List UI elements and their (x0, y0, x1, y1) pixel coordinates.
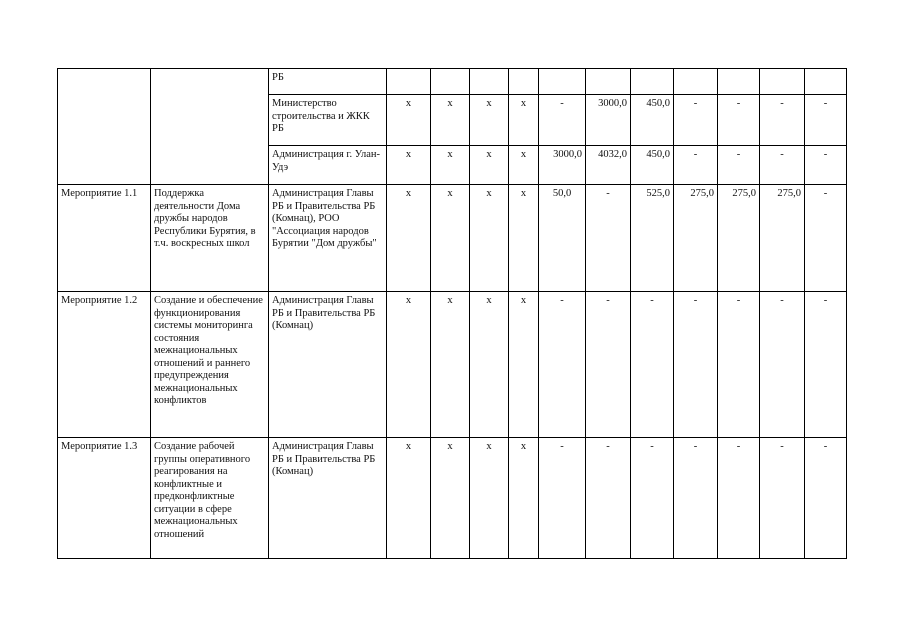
value-cell (718, 69, 760, 95)
value-cell: x (387, 95, 431, 146)
row-title: Поддержка деятельности Дома дружбы народов Республики Бурятия, в т.ч. воскресных школ (151, 185, 269, 292)
value-cell: x (387, 438, 431, 559)
value-cell (586, 69, 631, 95)
value-cell: - (674, 95, 718, 146)
value-cell: x (470, 185, 509, 292)
value-cell (539, 69, 586, 95)
executor-cell: Администрация Главы РБ и Правительства РБ (Комнац) (269, 292, 387, 438)
row-label: Мероприятие 1.3 (58, 438, 151, 559)
value-cell: - (674, 438, 718, 559)
value-cell: 450,0 (631, 146, 674, 185)
value-cell (509, 69, 539, 95)
value-cell: x (509, 95, 539, 146)
value-cell: 450,0 (631, 95, 674, 146)
value-cell: - (805, 95, 847, 146)
value-cell: - (760, 292, 805, 438)
value-cell: - (805, 146, 847, 185)
value-cell: - (631, 292, 674, 438)
value-cell: 3000,0 (539, 146, 586, 185)
value-cell: x (431, 185, 470, 292)
value-cell: - (586, 292, 631, 438)
executor-cell: Администрация Главы РБ и Правительства РБ (Комнац), РОО "Ассоциация народов Бурятии "Дом дружбы" (269, 185, 387, 292)
executor-cell: Администрация г. Улан-Удэ (269, 146, 387, 185)
value-cell: x (431, 95, 470, 146)
value-cell (674, 69, 718, 95)
table-row (58, 438, 847, 559)
value-cell: - (760, 95, 805, 146)
value-cell: - (805, 185, 847, 292)
table-row (58, 69, 847, 95)
value-cell (431, 69, 470, 95)
value-cell: - (760, 146, 805, 185)
value-cell: 3000,0 (586, 95, 631, 146)
value-cell: - (586, 185, 631, 292)
executor-cell: Администрация Главы РБ и Правительства РБ (Комнац) (269, 438, 387, 559)
executor-cell: РБ (269, 69, 387, 95)
value-cell: - (718, 146, 760, 185)
value-cell: x (387, 146, 431, 185)
value-cell: - (586, 438, 631, 559)
row-label: Мероприятие 1.2 (58, 292, 151, 438)
value-cell: x (470, 292, 509, 438)
value-cell: 50,0 (539, 185, 586, 292)
value-cell (387, 69, 431, 95)
row-label: Мероприятие 1.1 (58, 185, 151, 292)
value-cell: x (509, 146, 539, 185)
value-cell: 525,0 (631, 185, 674, 292)
value-cell: 275,0 (718, 185, 760, 292)
value-cell: x (470, 95, 509, 146)
table-row (58, 292, 847, 438)
value-cell: x (387, 292, 431, 438)
value-cell: - (718, 95, 760, 146)
row-title (151, 69, 269, 185)
value-cell: - (539, 95, 586, 146)
value-cell (470, 69, 509, 95)
table-row (58, 185, 847, 292)
value-cell: - (539, 292, 586, 438)
value-cell: - (674, 146, 718, 185)
value-cell (805, 69, 847, 95)
value-cell: - (631, 438, 674, 559)
value-cell: x (431, 146, 470, 185)
value-cell: x (470, 146, 509, 185)
value-cell (631, 69, 674, 95)
value-cell: 275,0 (674, 185, 718, 292)
value-cell: - (760, 438, 805, 559)
value-cell: 275,0 (760, 185, 805, 292)
value-cell: - (539, 438, 586, 559)
row-title: Создание и обеспечение функционирования системы мониторинга состояния межнациональных отношений и раннего предупреждения межнациональных конфликтов (151, 292, 269, 438)
value-cell: x (470, 438, 509, 559)
value-cell: x (431, 292, 470, 438)
value-cell: - (805, 292, 847, 438)
value-cell: - (718, 292, 760, 438)
value-cell: - (805, 438, 847, 559)
row-title: Создание рабочей группы оперативного реагирования на конфликтные и предконфликтные ситуации в сфере межнациональных отношений (151, 438, 269, 559)
value-cell: 4032,0 (586, 146, 631, 185)
program-table (57, 68, 847, 559)
value-cell: x (509, 292, 539, 438)
row-label (58, 69, 151, 185)
value-cell: - (674, 292, 718, 438)
value-cell: x (431, 438, 470, 559)
value-cell: - (718, 438, 760, 559)
value-cell: x (509, 438, 539, 559)
value-cell: x (509, 185, 539, 292)
value-cell: x (387, 185, 431, 292)
executor-cell: Министерство строительства и ЖКК РБ (269, 95, 387, 146)
value-cell (760, 69, 805, 95)
